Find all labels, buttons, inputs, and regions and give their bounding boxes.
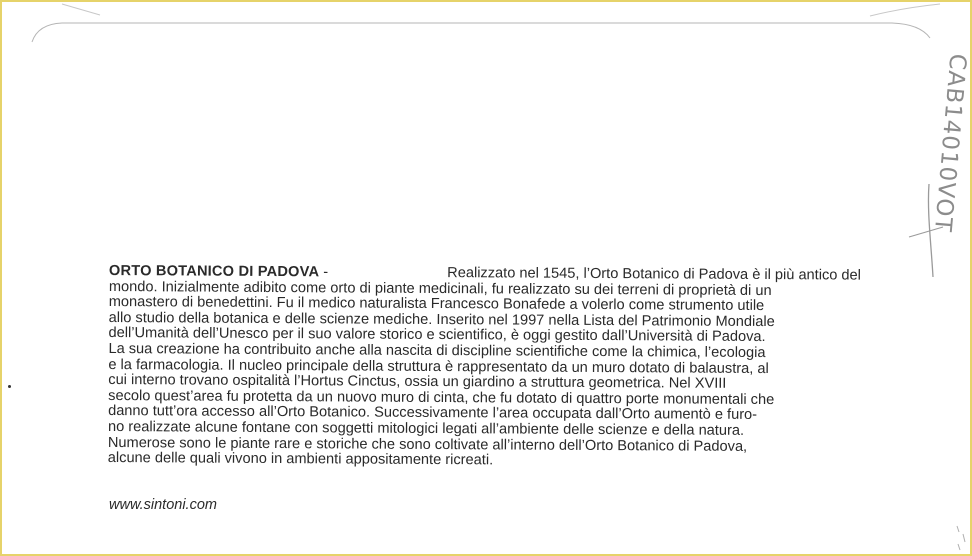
description-line: allo studio della botanica e delle scienze mediche. Inserito nel 1997 nella Lista del Patrimonio Mondiale xyxy=(108,309,775,330)
title-separator: - xyxy=(319,264,333,281)
description-line: e la farmacologia. Il nucleo principale della struttura è rappresentato da un muro dotato di balaustra, al xyxy=(108,356,769,377)
corner-scribble xyxy=(954,522,968,552)
description-line: dell’Umanità dell’Unesco per il suo valore storico e scientifico, è oggi gestito dall’Università di Padova. xyxy=(108,325,766,346)
description-line: mondo. Inizialmente adibito come orto di piante medicinali, fu realizzato su dei terreni di proprietà di un xyxy=(108,278,772,299)
handwritten-code: CAB14010VOT xyxy=(928,52,971,234)
description-line-1: Realizzato nel 1545, l’Orto Botanico di Padova è il più antico del xyxy=(447,265,861,284)
description-line: danno tutt’ora accesso all’Orto Botanico. Successivamente l’area occupata dall’Orto aumentò e furo- xyxy=(108,403,758,424)
description-line: Numerose sono le piante rare e storiche che sono coltivate all’interno dell’Orto Botanico di Padova, xyxy=(107,434,748,455)
card-title: ORTO BOTANICO DI PADOVA xyxy=(108,263,320,281)
description-last-line: alcune delle quali vivono in ambienti appositamente ricreati. xyxy=(107,450,494,469)
description-block xyxy=(108,264,861,471)
description-line: La sua creazione ha contribuito anche alla nascita di discipline scientifiche come la chimica, l’ecologia xyxy=(108,340,766,361)
speck-mark xyxy=(8,385,11,388)
description-line: monastero di benedettini. Fu il medico naturalista Francesco Bonafede a volerlo come strumento utile xyxy=(108,294,765,315)
description-line: cui interno trovano ospitalità l’Hortus Cinctus, ossia un giardino a struttura geometrica. Nel XVIII xyxy=(108,372,727,392)
description-line: secolo quest’area fu protetta da un nuovo muro di cinta, che fu dotato di quattro porte monumentali che xyxy=(108,387,775,408)
handwritten-stroke xyxy=(907,182,947,282)
description-line: no realizzate alcune fontane con soggetti mitologici legati all’ambiente delle scienze e della natura. xyxy=(107,418,745,439)
website-link[interactable]: www.sintoni.com xyxy=(109,497,217,513)
